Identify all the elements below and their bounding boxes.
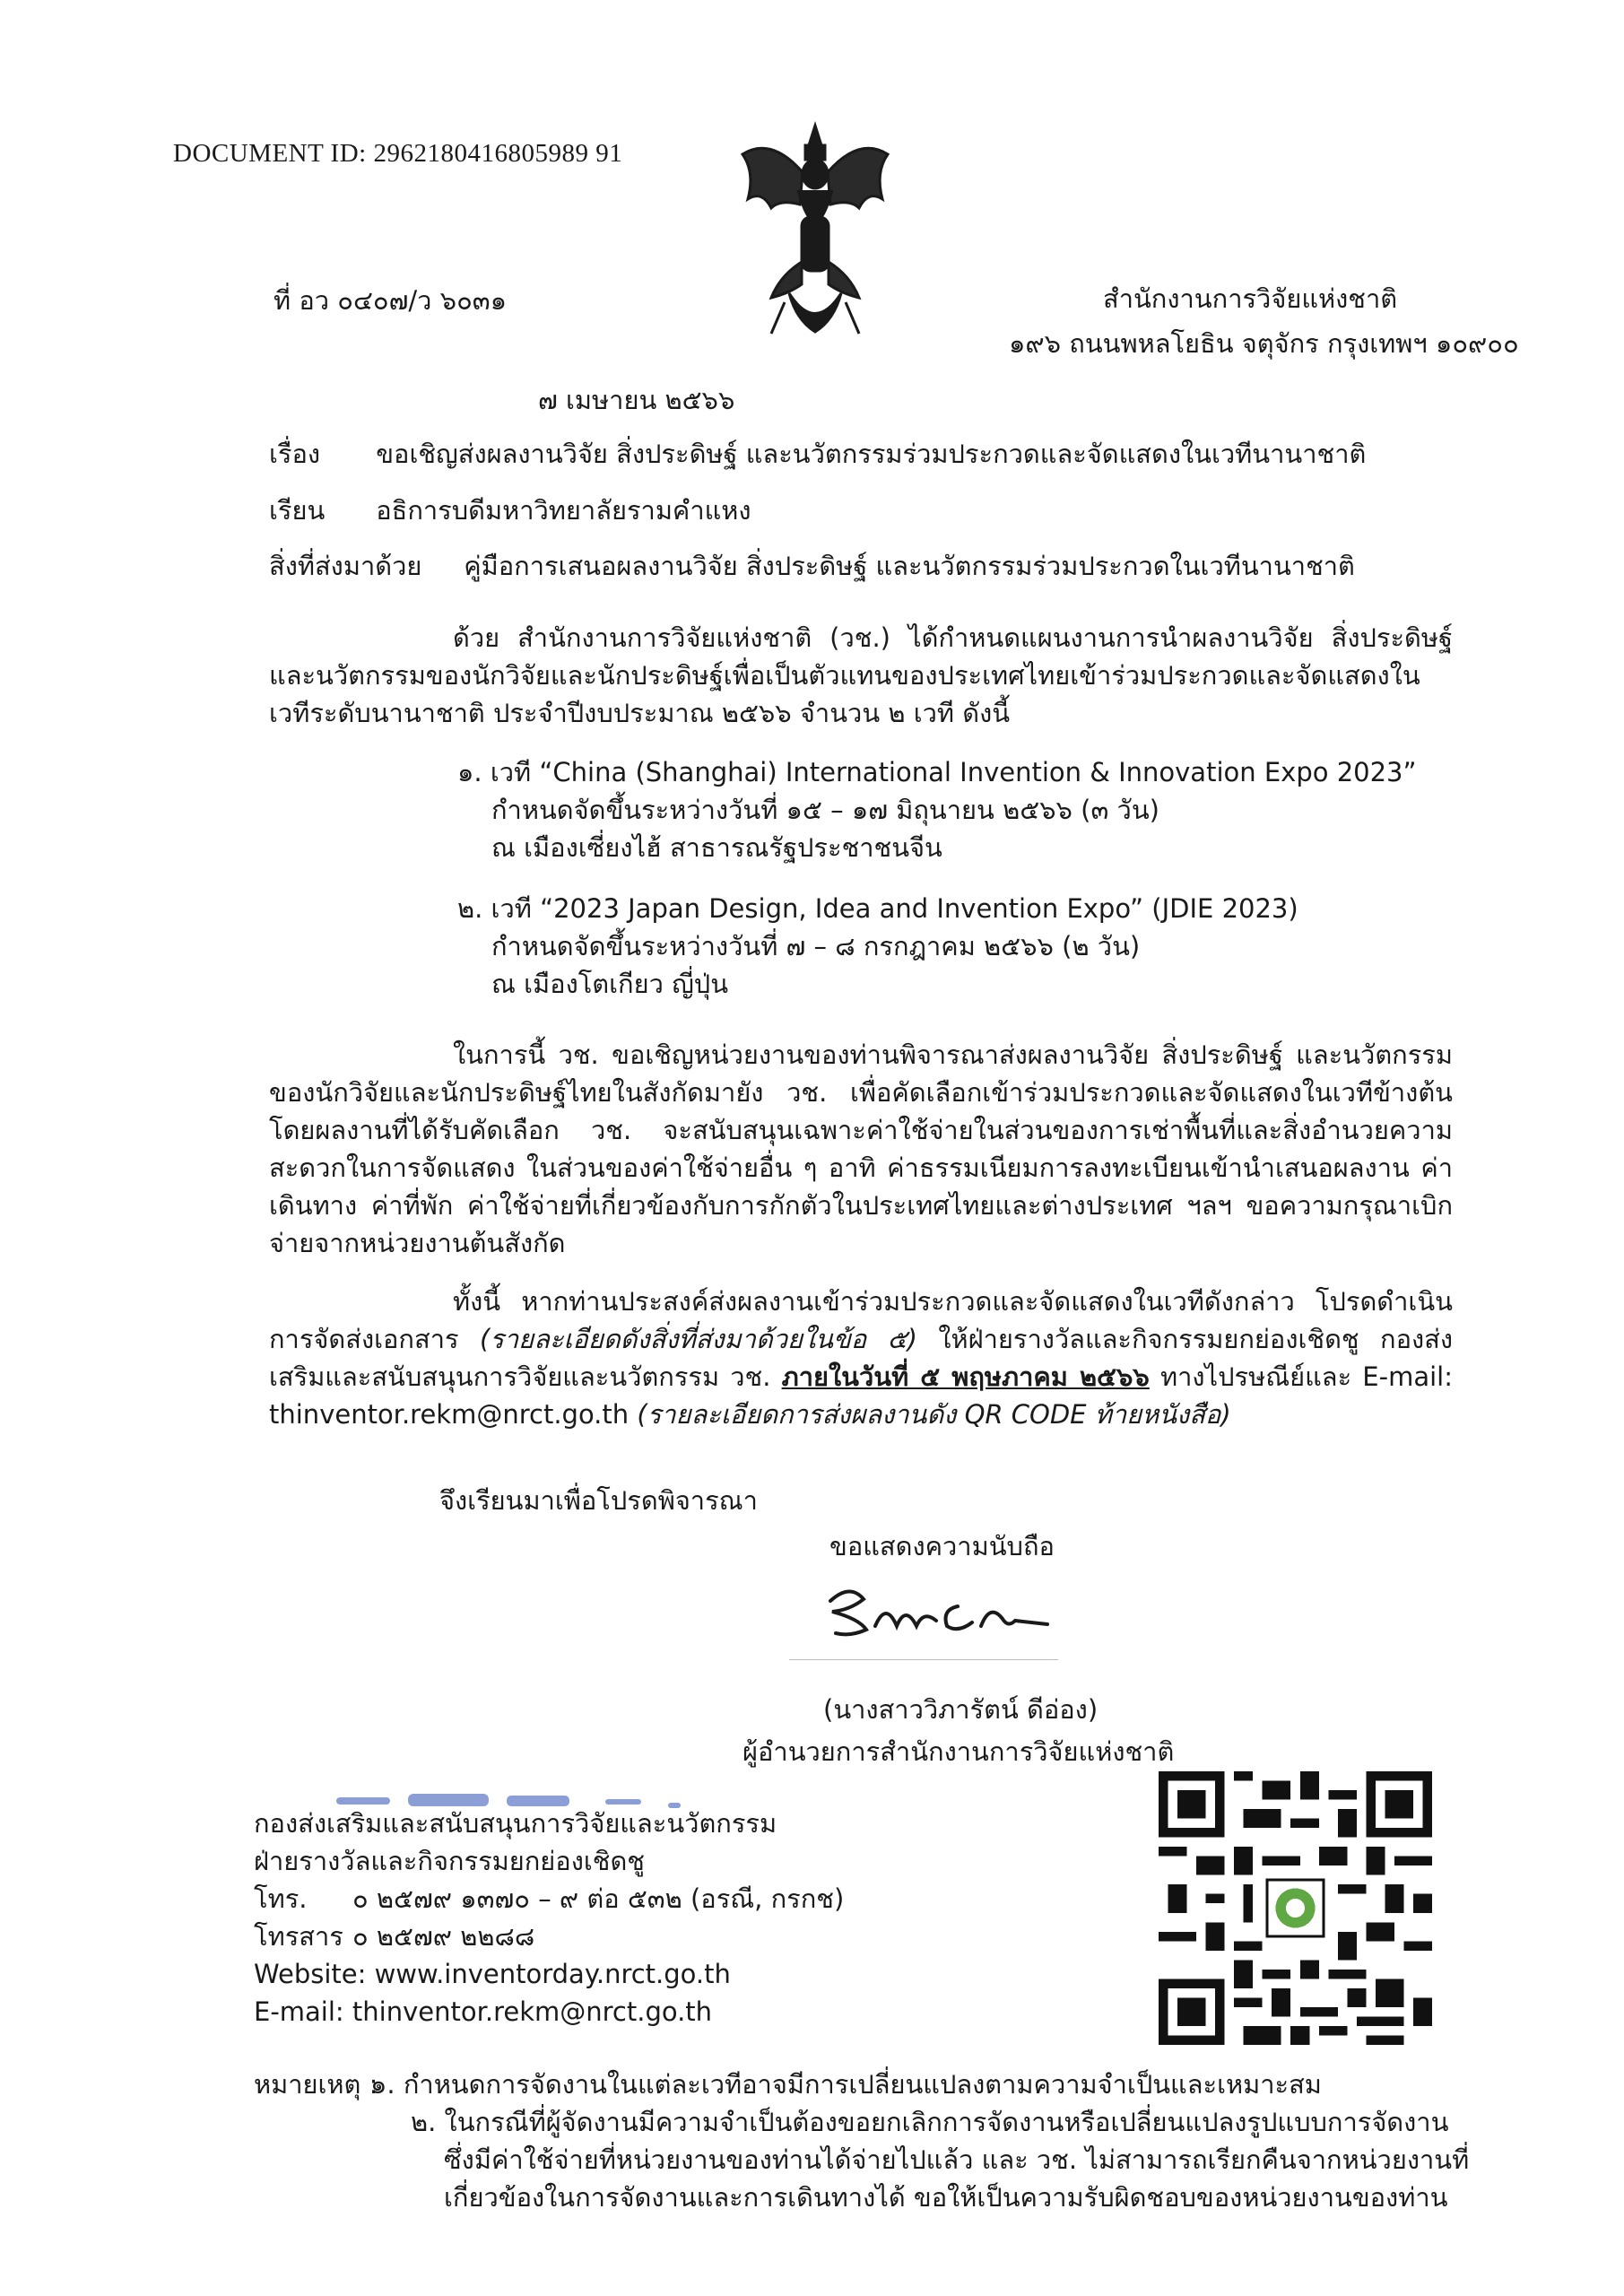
submission-detail-note: (รายละเอียดดังสิ่งที่ส่งมาด้วยในข้อ ๕) [479, 1324, 917, 1355]
fax-number: ๐ ๒๕๗๙ ๒๒๘๘ [352, 1921, 535, 1952]
phone-number: ๐ ๒๕๗๙ ๑๓๗๐ – ๙ ต่อ ๕๓๒ (อรณี, กรกช) [352, 1883, 845, 1915]
event-item-1 [457, 753, 1417, 866]
recipient-text: อธิการบดีมหาวิทยาลัยรามคำแหง [376, 495, 751, 526]
contact-phone-row [254, 1880, 844, 1918]
submission-text-2: ให้ฝ่ายรางวัลและกิจกรรมยกย่องเชิดชู กองส่งเสริมและสนับสนุนการวิจัยและนวัตกรรม วช. [269, 1324, 1454, 1393]
event-dates: กำหนดจัดขึ้นระหว่างวันที่ ๑๕ – ๑๗ มิถุนายน ๒๕๖๖ (๓ วัน) [491, 795, 1159, 826]
note-2-line-3: เกี่ยวข้องในการจัดงานและการเดินทางได้ ขอให้เป็นความรับผิดชอบของหน่วยงานของท่าน [444, 2182, 1448, 2213]
event-item-2 [457, 890, 1298, 1003]
submission-qr-note: (รายละเอียดการส่งผลงานดัง QR CODE ท้ายหนังสือ) [637, 1399, 1231, 1431]
subject-label: เรื่อง [269, 439, 321, 469]
note-1-row [254, 2066, 1469, 2103]
note-2-line-1: ๒. ในกรณีที่ผู้จัดงานมีความจำเป็นต้องขอยกเลิกการจัดงานหรือเปลี่ยนแปลงรูปแบบการจัดงาน [411, 2107, 1449, 2138]
sender-address: ๑๙๖ ถนนพหลโยธิน จตุจักร กรุงเทพฯ ๑๐๙๐๐ [1009, 328, 1519, 359]
notes-label: หมายเหตุ : [254, 2069, 378, 2100]
paragraph-submission [269, 1283, 1453, 1433]
garuda-emblem-icon [735, 118, 895, 343]
recipient-row [269, 491, 751, 529]
submission-text: ทั้งนี้ หากท่านประสงค์ส่งผลงานเข้าร่วมประกวดและจัดแสดงในเวทีดังกล่าว โปรดดำเนินการจัดส่งเอกสาร [269, 1286, 1453, 1355]
enclosure-text: คู่มือการเสนอผลงานวิจัย สิ่งประดิษฐ์ และนวัตกรรมร่วมประกวดในเวทีนานาชาติ [464, 551, 1355, 581]
contact-section: ฝ่ายรางวัลและกิจกรรมยกย่องเชิดชู [254, 1846, 645, 1877]
paragraph-invitation: ในการนี้ วช. ขอเชิญหน่วยงานของท่านพิจารณาส่งผลงานวิจัย สิ่งประดิษฐ์ และนวัตกรรมของนักวิจัยและนักประดิษฐ์ไทยในสังกัดมายัง วช. เพื่อคัดเลือกเข้าร่วมประกวดและจัดแสดงในเวทีข้างต้น โดยผลงานที่ได้รับคัดเลือก วช. จะสนับสนุนเฉพาะค่าใช้จ่ายในส่วนของการเช่าพื้นที่และสิ่งอำนวยความสะดวกในการจัดแสดง ในส่วนของค่าใช้จ่ายอื่น ๆ อาทิ ค่าธรรมเนียมการลงทะเบียนเข้านำเสนอผลงาน ค่าเดินทาง ค่าที่พัก ค่าใช้จ่ายที่เกี่ยวข้องกับการกักตัวในประเทศไทยและต่างประเทศ ฯลฯ ขอความกรุณาเบิกจ่ายจากหน่วยงานต้นสังกัด [269, 1039, 1453, 1259]
note-2-line-2: ซึ่งมีค่าใช้จ่ายที่หน่วยงานของท่านได้จ่ายไปแล้ว และ วช. ไม่สามารถเรียกคืนจากหน่วยงานที่ [444, 2144, 1470, 2176]
notes-block [254, 2066, 1469, 2216]
signature-stamp [789, 1659, 1058, 1677]
enclosure-row [269, 547, 1355, 585]
submission-deadline: ภายในวันที่ ๕ พฤษภาคม ๒๕๖๖ [781, 1361, 1150, 1393]
contact-block [254, 1805, 844, 2031]
submission-email-text: ทางไปรษณีย์และ E-mail: thinventor.rekm@nrct.go.th [269, 1361, 1453, 1431]
fax-label: โทรสาร [254, 1921, 343, 1952]
contact-email: E-mail: thinventor.rekm@nrct.go.th [254, 1996, 713, 2028]
paragraph-intro: ด้วย สำนักงานการวิจัยแห่งชาติ (วช.) ได้กำหนดแผนงานการนำผลงานวิจัย สิ่งประดิษฐ์ และนวัตกรรมของนักวิจัยและนักประดิษฐ์เพื่อเป็นตัวแทนของประเทศไทยเข้าร่วมประกวดและจัดแสดงในเวทีระดับนานาชาติ ประจำปีงบประมาณ ๒๕๖๖ จำนวน ๒ เวที ดังนี้ [269, 622, 1453, 729]
closing-request: จึงเรียนมาเพื่อโปรดพิจารณา [439, 1485, 758, 1516]
signer-name: (นางสาววิภารัตน์ ดีอ่อง) [823, 1694, 1099, 1725]
event-location: ณ เมืองเซี่ยงไฮ้ สาธารณรัฐประชาชนจีน [491, 832, 942, 864]
event-location: ณ เมืองโตเกียว ญี่ปุ่น [491, 969, 729, 1000]
subject-text: ขอเชิญส่งผลงานวิจัย สิ่งประดิษฐ์ และนวัตกรรมร่วมประกวดและจัดแสดงในเวทีนานาชาติ [376, 439, 1367, 469]
document-id: DOCUMENT ID: 2962180416805989 91 [173, 139, 623, 168]
contact-fax-row [254, 1918, 844, 1955]
note-1: ๑. กำหนดการจัดงานในแต่ละเวทีอาจมีการเปลี่ยนแปลงตามความจำเป็นและเหมาะสม [370, 2069, 1322, 2100]
contact-website: Website: www.inventorday.nrct.go.th [254, 1959, 731, 1990]
reference-number: ที่ อว ๐๔๐๗/ว ๖๐๓๑ [274, 285, 508, 316]
letter-date: ๗ เมษายน ๒๕๖๖ [538, 385, 735, 415]
qr-code-icon[interactable] [1159, 1771, 1432, 2045]
signer-position: ผู้อำนวยการสำนักงานการวิจัยแห่งชาติ [743, 1736, 1175, 1767]
event-dates: กำหนดจัดขึ้นระหว่างวันที่ ๗ – ๘ กรกฎาคม ๒๕๖๖ (๒ วัน) [491, 931, 1141, 962]
closing-regards: ขอแสดงความนับถือ [829, 1531, 1055, 1561]
signature-icon [823, 1574, 1056, 1655]
phone-label: โทร. [254, 1883, 308, 1915]
subject-row [269, 435, 1366, 473]
sender-organization: สำนักงานการวิจัยแห่งชาติ [1103, 283, 1398, 314]
enclosure-label: สิ่งที่ส่งมาด้วย [269, 551, 422, 581]
contact-division: กองส่งเสริมและสนับสนุนการวิจัยและนวัตกรรม [254, 1808, 777, 1839]
event-title: ๑. เวที “China (Shanghai) International Invention & Innovation Expo 2023” [457, 757, 1417, 787]
recipient-label: เรียน [269, 495, 326, 526]
event-title: ๒. เวที “2023 Japan Design, Idea and Invention Expo” (JDIE 2023) [457, 893, 1298, 924]
